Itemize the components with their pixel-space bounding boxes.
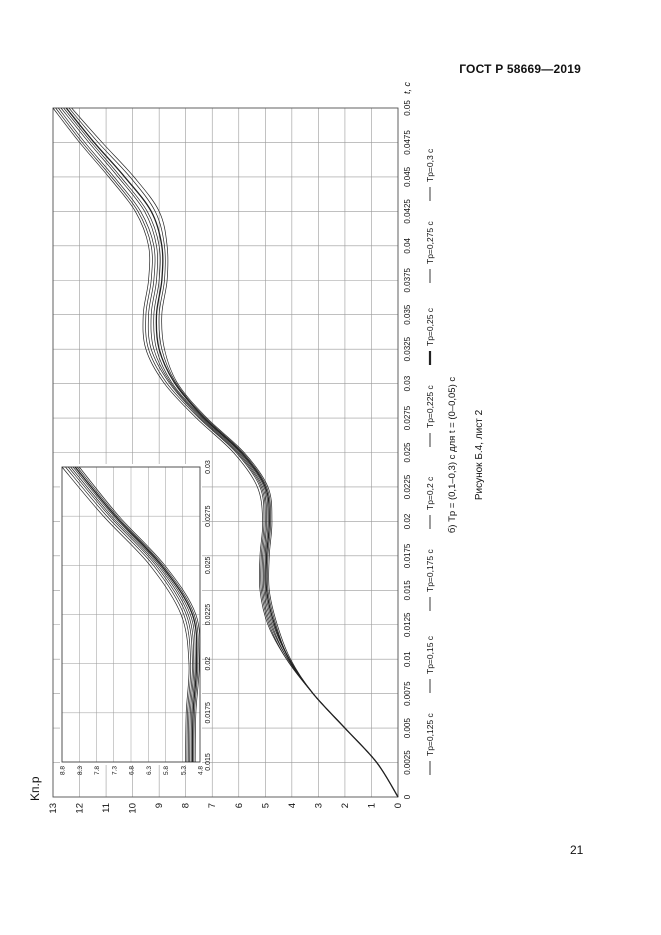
legend-label: Tр=0,15 с: [425, 635, 435, 674]
x-tick-label: 0.045: [403, 166, 412, 187]
inset-x-tick-label: 0.03: [205, 460, 212, 474]
legend-label: Tр=0,25 с: [425, 307, 435, 346]
legend-label: Tр=0,175 с: [425, 549, 435, 592]
x-tick-label: 0.015: [403, 580, 412, 601]
legend-label: Tр=0,2 с: [425, 476, 435, 510]
x-tick-label: 0.0175: [403, 543, 412, 569]
inset-y-tick-label: 7.8: [94, 766, 101, 776]
figure-caption: Рисунок Б.4, лист 2: [474, 409, 485, 501]
legend-label: Tр=0,125 с: [425, 713, 435, 756]
x-tick-label: 0.0425: [403, 199, 412, 224]
x-tick-label: 0.025: [403, 442, 412, 463]
inset-y-tick-label: 7.3: [111, 766, 119, 776]
inset-x-tick-label: 0.0225: [205, 603, 212, 626]
inset-y-tick-label: 5.3: [180, 766, 188, 776]
x-tick-label: 0.03: [403, 375, 412, 392]
inset-x-tick-label: 0.02: [205, 656, 212, 671]
inset-chart: [60, 460, 213, 775]
inset-y-tick-label: 8.3: [76, 766, 84, 776]
x-tick-label: 0.01: [403, 651, 412, 667]
x-tick-label: 0.005: [403, 718, 412, 739]
y-tick-label: 1: [366, 803, 378, 809]
page-number: 21: [570, 843, 584, 857]
inset-x-tick-label: 0.0175: [205, 702, 212, 724]
y-tick-label: 2: [339, 803, 351, 809]
x-tick-label: 0.0025: [403, 750, 412, 775]
y-tick-label: 8: [180, 803, 192, 809]
x-tick-label: 0.02: [403, 513, 412, 530]
y-tick-label: 11: [101, 803, 113, 813]
x-tick-label: 0.0275: [403, 405, 412, 431]
legend-label: Tр=0,275 с: [425, 221, 435, 264]
y-tick-label: 10: [127, 803, 139, 814]
x-tick-label: 0.05: [403, 100, 412, 116]
x-tick-label: 0.035: [403, 304, 412, 325]
x-tick-label: 0.0325: [403, 336, 412, 362]
inset-y-tick-label: 6.3: [145, 766, 153, 776]
y-tick-label: 4: [286, 803, 298, 809]
y-tick-label: 6: [233, 803, 245, 809]
x-tick-label: 0.0125: [403, 612, 412, 637]
inset-y-tick-label: 4.8: [197, 766, 205, 776]
y-tick-label: 0: [393, 803, 404, 809]
x-tick-label: 0.0225: [403, 474, 412, 500]
legend-label: Tр=0,225 с: [425, 385, 435, 428]
legend-label: Tр=0,3 с: [425, 148, 435, 182]
x-tick-label: 0.0475: [403, 130, 412, 155]
y-tick-label: 7: [207, 803, 219, 809]
figure-subcaption: б) Tр = (0,1–0,3) с для t = (0–0,05) с: [447, 376, 458, 534]
inset-y-tick-label: 5.8: [163, 766, 170, 776]
inset-x-tick-label: 0.0275: [205, 505, 212, 527]
inset-y-tick-label: 8.8: [59, 766, 67, 776]
legend: [425, 148, 435, 775]
standard-header: ГОСТ Р 58669—2019: [459, 62, 581, 76]
y-tick-label: 9: [154, 803, 166, 809]
x-tick-label: 0.04: [403, 238, 412, 254]
y-tick-label: 13: [48, 803, 59, 814]
inset-x-tick-label: 0.025: [205, 556, 212, 575]
y-tick-label: 5: [260, 803, 272, 809]
inset-x-tick-label: 0.015: [205, 753, 212, 771]
x-tick-label: 0: [403, 794, 412, 800]
x-tick-label: 0.0375: [403, 268, 412, 293]
x-axis-label: t, с: [402, 81, 412, 94]
y-tick-label: 12: [74, 803, 86, 814]
y-tick-label: 3: [313, 803, 325, 809]
inset-y-tick-label: 6.8: [128, 766, 136, 776]
y-axis-label: Kп.р: [28, 776, 42, 801]
x-tick-label: 0.0075: [403, 681, 412, 706]
